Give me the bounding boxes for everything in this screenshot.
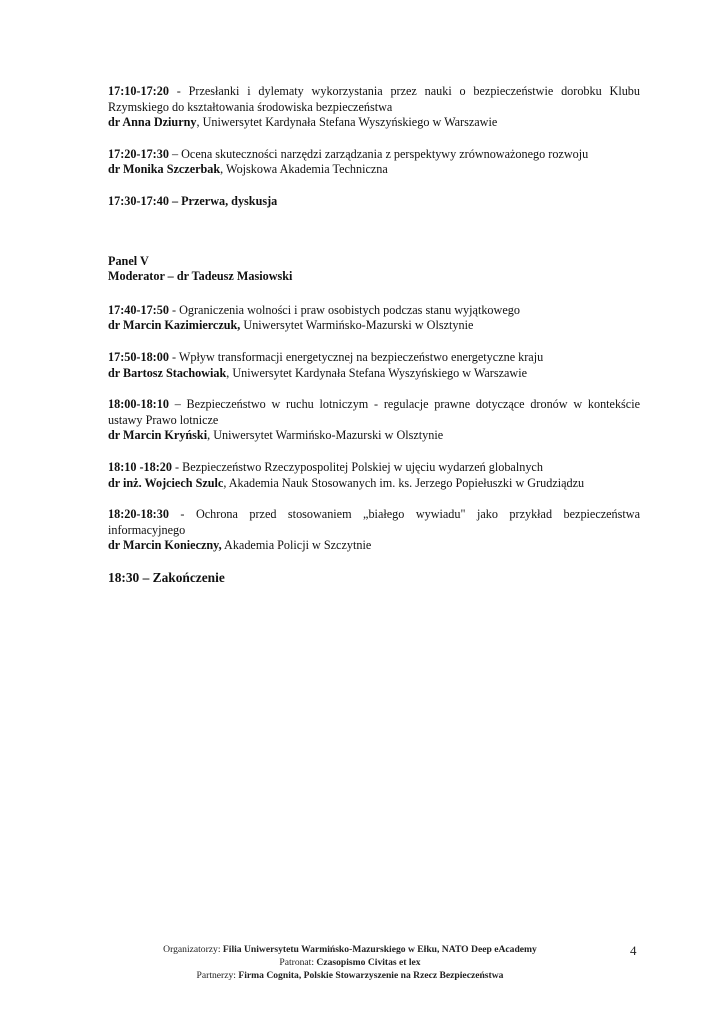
item-time: 18:10 -18:20 [108,459,172,474]
item-speaker: dr Marcin Kazimierczuk, [108,318,241,333]
item-affiliation: , Uniwersytet Kardynała Stefana Wyszyńskiego w Warszawie [196,115,498,130]
item-title: - Ograniczenia wolności i praw osobistych podczas stanu wyjątkowego [168,302,520,317]
partners-label: Partnerzy: [196,970,239,981]
item-title: - Ochrona przed stosowaniem „białego wywiadu" jako przykład bezpieczeństwa informacyjnego [108,507,640,537]
item-speaker: dr Bartosz Stachowiak [108,365,227,380]
item-affiliation: Uniwersytet Warmińsko-Mazurski w Olsztynie [240,318,474,333]
item-speaker: dr Monika Szczerbak [108,162,221,177]
agenda-item [108,147,640,178]
item-time: 17:10-17:20 [108,84,169,98]
agenda-item [108,303,640,334]
item-title: - Przesłanki i dylematy wykorzystania przez nauki o bezpieczeństwie dorobku Klubu Rzymskiego do kształtowania środowiska bezpieczeństwa [108,84,640,114]
panel-title: Panel V [108,253,149,268]
patronage: Czasopismo Civitas et lex [316,957,421,968]
item-title: – Ocena skuteczności narzędzi zarządzania z perspektywy zrównoważonego rozwoju [168,146,589,161]
item-title: - Wpływ transformacji energetycznej na bezpieczeństwo energetyczne kraju [168,349,544,364]
agenda-item [108,350,640,381]
item-speaker: dr inż. Wojciech Szulc [108,475,224,490]
item-speaker: dr Marcin Konieczny, [108,538,222,553]
closing-item: 18:30 – Zakończenie [108,569,225,585]
item-affiliation: Akademia Policji w Szczytnie [221,538,372,553]
item-affiliation: , Uniwersytet Warmińsko-Mazurski w Olsztynie [207,428,444,443]
organizers-label: Organizatorzy: [163,944,223,955]
break-item: 17:30-17:40 – Przerwa, dyskusja [108,193,278,208]
partners: Firma Cognita, Polskie Stowarzyszenie na Rzecz Bezpieczeństwa [238,970,504,981]
item-title: - Bezpieczeństwo Rzeczypospolitej Polskiej w ujęciu wydarzeń globalnych [171,459,543,474]
item-affiliation: , Uniwersytet Kardynała Stefana Wyszyńskiego w Warszawie [226,365,528,380]
patronage-label: Patronat: [279,957,317,968]
agenda-content [108,84,640,585]
item-time: 17:50-18:00 [108,349,169,364]
organizers: Filia Uniwersytetu Warmińsko-Mazurskiego w Ełku, NATO Deep eAcademy [222,944,537,955]
item-speaker: dr Anna Dziurny [108,115,197,130]
panel-header [108,254,640,285]
item-time: 18:20-18:30 [108,507,169,522]
item-time: 18:00-18:10 [108,397,169,412]
agenda-item [108,84,640,131]
agenda-item [108,397,640,444]
page-number: 4 [630,943,637,958]
panel-moderator: Moderator – dr Tadeusz Masiowski [108,269,293,284]
page-footer [100,943,600,982]
item-speaker: dr Marcin Kryński [108,428,208,443]
item-time: 17:20-17:30 [108,146,169,161]
item-time: 17:40-17:50 [108,302,169,317]
item-affiliation: , Akademia Nauk Stosowanych im. ks. Jerzego Popiełuszki w Grudziądzu [223,475,585,490]
item-affiliation: , Wojskowa Akademia Techniczna [220,162,388,177]
agenda-item [108,507,640,554]
agenda-item [108,460,640,491]
item-title: – Bezpieczeństwo w ruchu lotniczym - regulacje prawne dotyczące dronów w kontekście ustawy Prawo lotnicze [108,397,640,427]
